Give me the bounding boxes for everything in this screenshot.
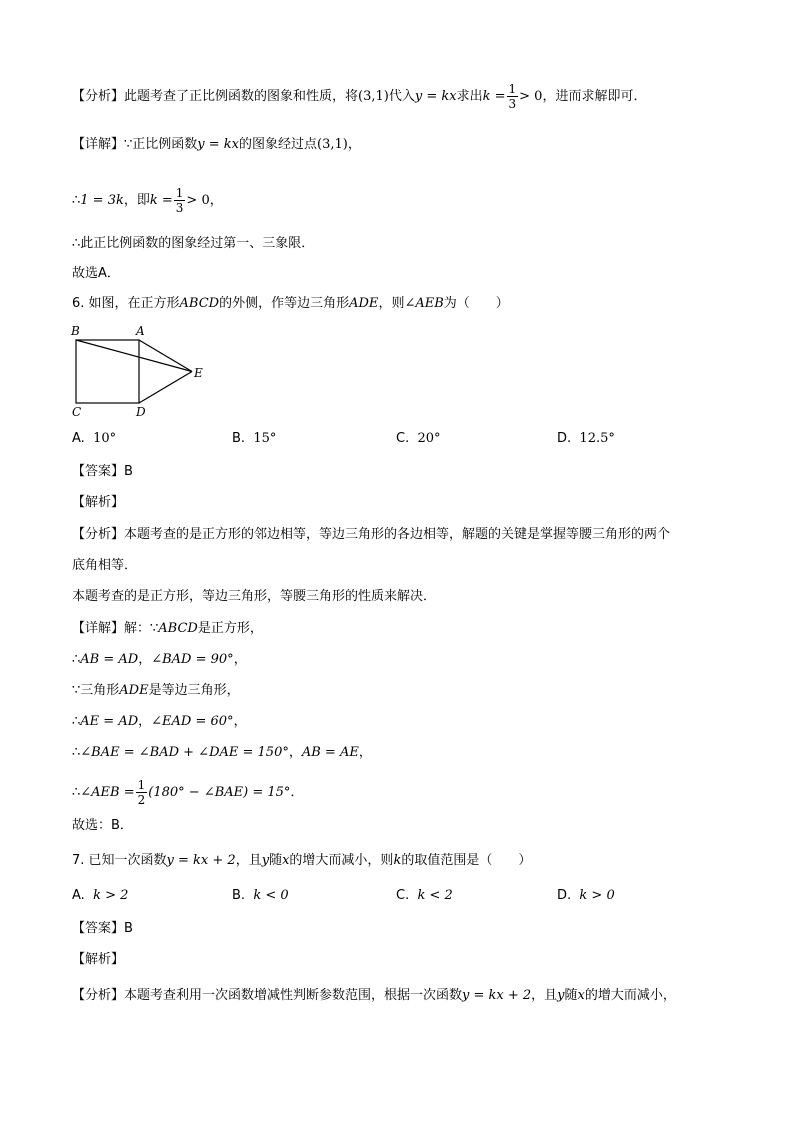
q7-option-c bbox=[396, 888, 453, 903]
option-letter: A. bbox=[72, 431, 85, 446]
q5-detail-eq: y = kx bbox=[197, 137, 239, 152]
q5-analysis-gt: > 0 bbox=[519, 89, 543, 104]
q6-detail-abcd: ABCD bbox=[158, 621, 198, 636]
q6-step4-eq1: ∠BAE = ∠BAD + ∠DAE = 150° bbox=[80, 745, 289, 760]
q5-analysis-text-4: ，进而求解即可． bbox=[542, 89, 647, 104]
q6-analysis-1: 【分析】本题考查的是正方形的邻边相等，等边三角形的各边相等，解题的关键是掌握等腰三角形的两个 bbox=[72, 527, 671, 542]
option-letter: B. bbox=[232, 888, 246, 903]
q5-detail-line bbox=[72, 135, 361, 155]
therefore-symbol: ∴ bbox=[72, 193, 81, 208]
q5-analysis-point: (3,1) bbox=[358, 89, 389, 104]
segment-de bbox=[139, 372, 192, 404]
option-letter: A. bbox=[72, 888, 85, 903]
label-c: C bbox=[72, 405, 82, 419]
q5-analysis-line bbox=[72, 82, 646, 111]
segment-ae bbox=[139, 340, 192, 372]
q6-answer: 【答案】B bbox=[72, 464, 133, 479]
q5-detail-text-2: 的图象经过点 bbox=[239, 137, 318, 152]
frac-numerator: 1 bbox=[175, 186, 184, 200]
comma: ， bbox=[138, 652, 152, 667]
q7-analysis-text-2: ，且 bbox=[531, 988, 558, 1003]
q6-step-3 bbox=[72, 712, 247, 732]
option-value: 12.5° bbox=[579, 431, 615, 446]
period: ． bbox=[290, 785, 304, 800]
q6-analysis-2: 底角相等． bbox=[72, 558, 138, 573]
q7-stem-text-2: ，且 bbox=[235, 853, 262, 868]
label-a: A bbox=[136, 324, 145, 338]
q6-stem-text: 6. 如图，在正方形 bbox=[72, 296, 180, 311]
q6-stem-ade: ADE bbox=[349, 296, 379, 311]
q6-detail bbox=[72, 619, 263, 639]
q6-detail-text: 【详解】解：∵ bbox=[72, 621, 159, 636]
q7-stem bbox=[72, 851, 531, 871]
option-value: k < 0 bbox=[253, 888, 289, 903]
q6-figure-square-triangle bbox=[66, 320, 216, 420]
q6-stem-angle: ∠AEB bbox=[404, 296, 444, 311]
q7-analysis-x: x bbox=[577, 988, 585, 1003]
option-value: k > 2 bbox=[93, 888, 129, 903]
q5-step1-line bbox=[72, 186, 223, 215]
q6-detail-text-2: 是正方形， bbox=[197, 621, 263, 636]
label-d: D bbox=[136, 405, 146, 419]
q6-step-1 bbox=[72, 650, 247, 670]
q6-step4-eq2: AB = AE bbox=[301, 745, 359, 760]
therefore-symbol: ∴ bbox=[72, 714, 81, 729]
option-letter: D. bbox=[557, 888, 572, 903]
frac-denominator: 3 bbox=[175, 201, 184, 215]
q7-option-b bbox=[232, 888, 289, 903]
q5-choose: 故选A． bbox=[72, 266, 120, 281]
label-b: B bbox=[71, 324, 80, 338]
q6-step5-rhs: (180° − ∠BAE) = 15° bbox=[148, 785, 291, 800]
option-letter: C. bbox=[396, 431, 410, 446]
q5-detail-point: (3,1) bbox=[317, 137, 348, 152]
frac-denominator: 3 bbox=[508, 97, 517, 111]
q7-option-a bbox=[72, 888, 128, 903]
option-value: 10° bbox=[93, 431, 117, 446]
q6-step1-eq1: AB = AD bbox=[80, 652, 139, 667]
option-letter: D. bbox=[557, 431, 572, 446]
therefore-symbol: ∴ bbox=[72, 745, 81, 760]
square-abcd bbox=[76, 340, 139, 403]
q6-stem-text-2: 的外侧，作等边三角形 bbox=[219, 296, 350, 311]
q6-step5-lhs: ∠AEB = bbox=[80, 785, 135, 800]
q6-option-b bbox=[232, 431, 276, 446]
q7-stem-k: k bbox=[393, 853, 402, 868]
q6-stem bbox=[72, 294, 509, 314]
q5-step1-eq: 1 = 3k bbox=[80, 193, 124, 208]
q5-analysis-k: k = bbox=[482, 89, 506, 104]
q7-stem-y: y bbox=[261, 853, 270, 868]
q6-step2-text-2: 是等边三角形， bbox=[148, 683, 240, 698]
q6-stem-text-3: ，则 bbox=[378, 296, 405, 311]
q6-step3-eq2: ∠EAD = 60° bbox=[151, 714, 234, 729]
q7-stem-text-5: 的取值范围是（ ） bbox=[401, 853, 532, 868]
therefore-symbol: ∴ bbox=[72, 785, 81, 800]
q7-answer: 【答案】B bbox=[72, 921, 133, 936]
q7-stem-eq: y = kx + 2 bbox=[166, 853, 236, 868]
q6-step2-text: ∵三角形 bbox=[72, 683, 120, 698]
q7-analysis-text-4: 的增大而减小， bbox=[584, 988, 676, 1003]
q6-option-c bbox=[396, 431, 441, 446]
q6-option-d bbox=[557, 431, 615, 446]
q7-stem-text: 7. 已知一次函数 bbox=[72, 853, 167, 868]
q5-step1-k: k = bbox=[149, 193, 173, 208]
q7-analysis-y: y bbox=[557, 988, 565, 1003]
q6-stem-text-4: 为（ ） bbox=[443, 296, 509, 311]
q6-jiexi: 【解析】 bbox=[72, 495, 125, 510]
q7-analysis-text: 【分析】本题考查利用一次函数增减性判断参数范围，根据一次函数 bbox=[72, 988, 463, 1003]
q7-stem-text-4: 的增大而减小，则 bbox=[289, 853, 394, 868]
comma: ， bbox=[358, 745, 372, 760]
q7-jiexi: 【解析】 bbox=[72, 952, 125, 967]
comma: ， bbox=[288, 745, 302, 760]
q7-stem-text-3: 随 bbox=[269, 853, 283, 868]
q5-detail-text: 【详解】∵正比例函数 bbox=[72, 137, 198, 152]
q6-step-4 bbox=[72, 743, 372, 763]
option-value: k < 2 bbox=[417, 888, 453, 903]
q7-analysis-eq: y = kx + 2 bbox=[462, 988, 532, 1003]
q6-choose: 故选：B． bbox=[72, 818, 133, 833]
q6-step1-eq2: ∠BAD = 90° bbox=[151, 652, 234, 667]
q6-option-a bbox=[72, 431, 116, 446]
option-value: 15° bbox=[253, 431, 277, 446]
q7-stem-x: x bbox=[282, 853, 290, 868]
comma: ， bbox=[233, 652, 247, 667]
q5-step1-frac bbox=[174, 186, 186, 215]
q5-analysis-text-3: 求出 bbox=[456, 89, 483, 104]
option-value: k > 0 bbox=[579, 888, 615, 903]
q5-analysis-text-2: 代入 bbox=[388, 89, 415, 104]
segment-be bbox=[76, 340, 192, 372]
q7-analysis-text-3: 随 bbox=[564, 988, 578, 1003]
therefore-symbol: ∴ bbox=[72, 652, 81, 667]
q6-step5-frac bbox=[136, 778, 148, 807]
q5-detail-text-3: ， bbox=[347, 137, 361, 152]
q7-option-d bbox=[557, 888, 615, 903]
frac-numerator: 1 bbox=[508, 82, 517, 96]
frac-numerator: 1 bbox=[137, 778, 146, 792]
q6-step2-ade: ADE bbox=[119, 683, 149, 698]
comma: ， bbox=[138, 714, 152, 729]
label-e: E bbox=[194, 366, 203, 380]
q5-analysis-text: 【分析】此题考查了正比例函数的图象和性质，将 bbox=[72, 89, 359, 104]
q5-step1-gt: > 0 bbox=[186, 193, 210, 208]
q5-analysis-eq: y = kx bbox=[414, 89, 457, 104]
option-letter: B. bbox=[232, 431, 246, 446]
q5-step1-text-2: ， bbox=[209, 193, 223, 208]
comma: ， bbox=[233, 714, 247, 729]
q6-stem-abcd: ABCD bbox=[179, 296, 220, 311]
q7-analysis bbox=[72, 986, 676, 1006]
q6-analysis-3: 本题考查的是正方形，等边三角形，等腰三角形的性质来解决． bbox=[72, 589, 437, 604]
frac-denominator: 2 bbox=[137, 793, 146, 807]
q6-step-2 bbox=[72, 681, 240, 701]
option-value: 20° bbox=[417, 431, 441, 446]
q5-step1-text: ，即 bbox=[123, 193, 150, 208]
q6-step-5 bbox=[72, 778, 303, 807]
q5-conclusion: ∴此正比例函数的图象经过第一、三象限． bbox=[72, 236, 315, 251]
q6-step3-eq1: AE = AD bbox=[80, 714, 139, 729]
q5-analysis-frac bbox=[507, 82, 519, 111]
option-letter: C. bbox=[396, 888, 410, 903]
